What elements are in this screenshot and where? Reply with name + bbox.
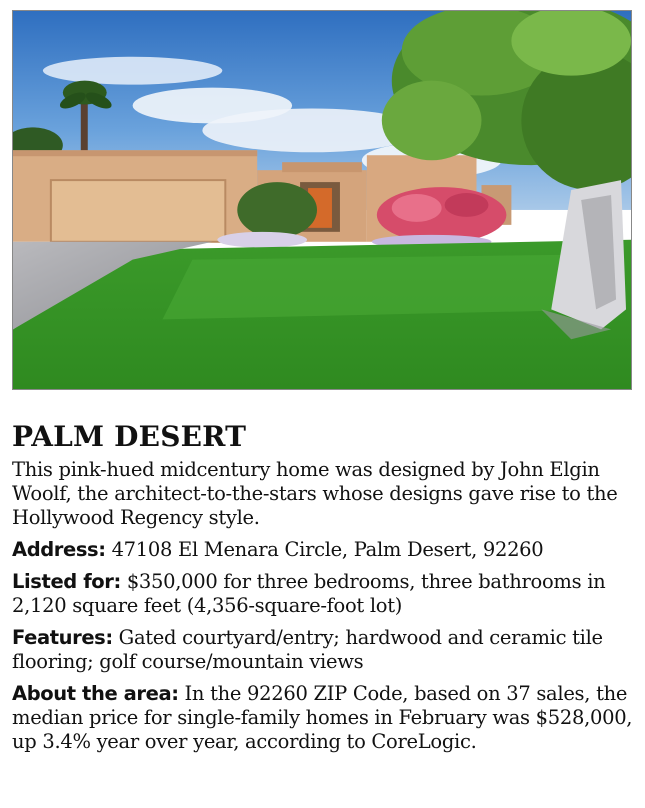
house-photo bbox=[12, 10, 632, 390]
listed-paragraph bbox=[12, 570, 637, 618]
listed-value: $350,000 for three bedrooms, three bathrooms in 2,120 square feet (4,356-square-foot lot) bbox=[12, 570, 606, 617]
house-photo-icon bbox=[13, 11, 631, 389]
features-paragraph bbox=[12, 626, 637, 674]
area-label: About the area: bbox=[12, 682, 179, 705]
address-paragraph bbox=[12, 538, 637, 562]
page-title: PALM DESERT bbox=[12, 420, 247, 453]
features-label: Features: bbox=[12, 626, 113, 649]
area-paragraph bbox=[12, 682, 637, 754]
intro-paragraph: This pink-hued midcentury home was designed by John Elgin Woolf, the architect-to-the-stars whose designs gave rise to the Hollywood Regency style. bbox=[12, 458, 618, 529]
address-label: Address: bbox=[12, 538, 106, 561]
address-value: 47108 El Menara Circle, Palm Desert, 92260 bbox=[111, 538, 544, 561]
listed-label: Listed for: bbox=[12, 570, 121, 593]
area-value: In the 92260 ZIP Code, based on 37 sales, the median price for single-family homes in February was $528,000, up 3.4% year over year, according to CoreLogic. bbox=[12, 682, 633, 753]
listing-text bbox=[12, 420, 637, 762]
features-value: Gated courtyard/entry; hardwood and ceramic tile flooring; golf course/mountain views bbox=[12, 626, 603, 673]
